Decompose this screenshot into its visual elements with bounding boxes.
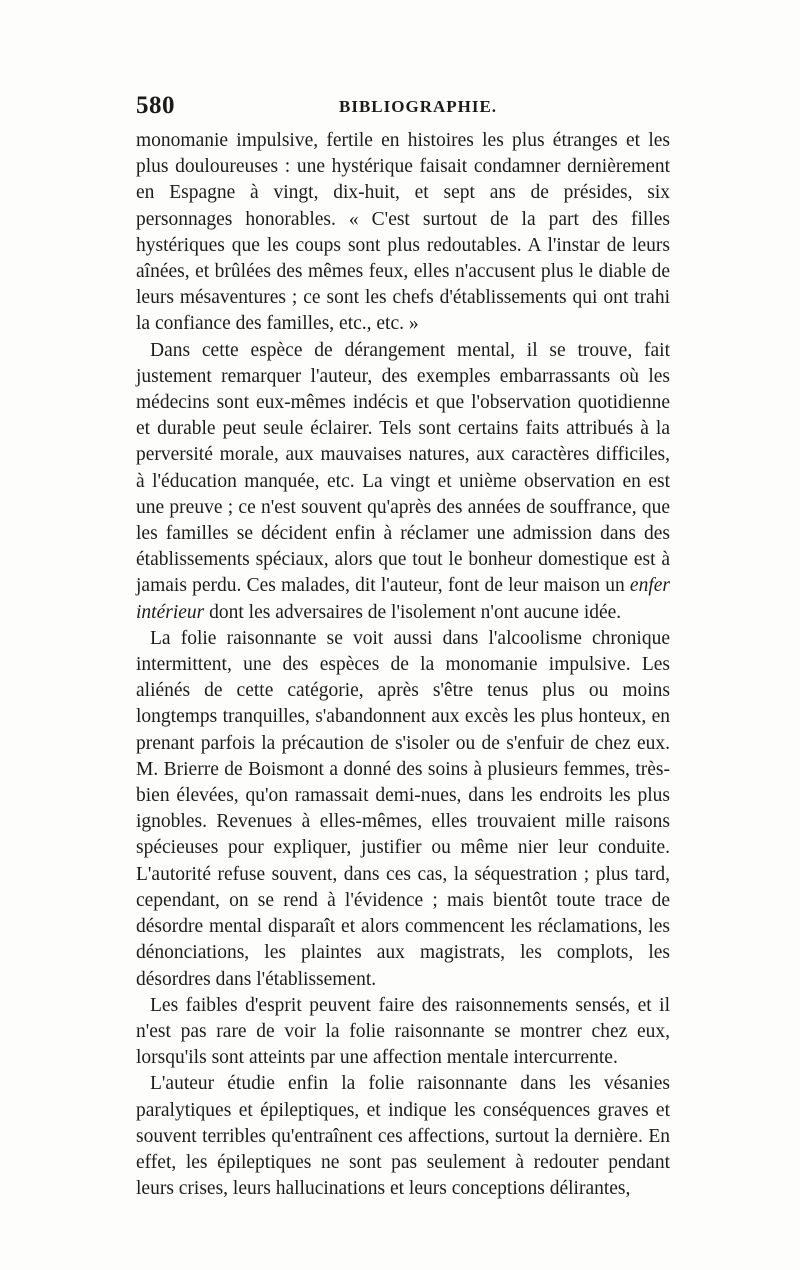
page-number: 580: [136, 92, 175, 119]
paragraph-weak-minded: Les faibles d'esprit peuvent faire des raisonnements sensés, et il n'est pas rare de voir la folie raisonnante se montrer chez eux, lorsqu'ils sont atteints par une affection mentale intercurrente.: [136, 994, 670, 1069]
paragraph-text: dont les adversaires de l'isolement n'ont aucune idée.: [204, 601, 622, 623]
body-text: [136, 128, 670, 1202]
paragraph-alcoholism: La folie raisonnante se voit aussi dans l'alcoolisme chronique intermittent, une des espèces de la monomanie impulsive. Les aliénés de cette catégorie, après s'être tenus plus ou moins longtemps tranquilles, s'abandonnent aux excès les plus honteux, en prenant parfois la précaution de s'isoler ou de s'enfuir de chez eux. M. Brierre de Boismont a donné des soins à plusieurs femmes, très-bien élevées, qu'on ramassait demi-nues, dans les endroits les plus ignobles. Revenues à elles-mêmes, elles trouvaient mille raisons spécieuses pour expliquer, justifier ou même nier leur conduite. L'autorité refuse souvent, dans ces cas, la séquestration ; plus tard, cependant, on se rend à l'évidence ; mais bientôt toute trace de désordre mental disparaît et alors commencent les réclamations, les dénonciations, les plaintes aux magistrats, les complots, les désordres dans l'établissement.: [136, 627, 670, 990]
italic-emphasis: enfer intérieur: [136, 575, 670, 623]
paragraph-dangerous-cases: [136, 338, 670, 626]
paragraph-continued: monomanie impulsive, fertile en histoires les plus étranges et les plus douloureuses : une hystérique faisait condamner dernièrement en Espagne à vingt, dix-huit, et sept ans de présides, six personnages honorables. « C'est surtout de la part des filles hystériques que les coups sont plus redoutables. A l'instar de leurs aînées, et brûlées des mêmes feux, elles n'accusent plus le diable de leurs mésaventures ; ce sont les chefs d'établissements qui ont trahi la confiance des familles, etc., etc. »: [136, 130, 670, 335]
paragraph-text: Dans cette espèce de dérangement mental, il se trouve, fait justement remarquer l'auteur, des exemples embarrassants où les médecins sont eux-mêmes indécis et que l'observation quotidienne et durable peut seule éclairer. Tels sont certains faits attribués à la perversité morale, aux mauvaises natures, aux caractères difficiles, à l'éducation manquée, etc. La vingt et unième observation en est une preuve ; ce n'est souvent qu'après des années de souffrance, que les familles se décident enfin à réclamer une admission dans des établissements spéciaux, alors que tout le bonheur domestique est à jamais perdu. Ces malades, dit l'auteur, font de leur maison un: [136, 339, 670, 597]
paragraph-epileptic: L'auteur étudie enfin la folie raisonnante dans les vésanies paralytiques et épileptiques, et indique les conséquences graves et souvent terribles qu'entraînent ces affections, surtout la dernière. En effet, les épileptiques ne sont pas seulement à redouter pendant leurs crises, leurs hallucinations et leurs conceptions délirantes,: [136, 1073, 670, 1200]
page-header: [136, 92, 684, 122]
running-head: BIBLIOGRAPHIE.: [339, 97, 498, 116]
